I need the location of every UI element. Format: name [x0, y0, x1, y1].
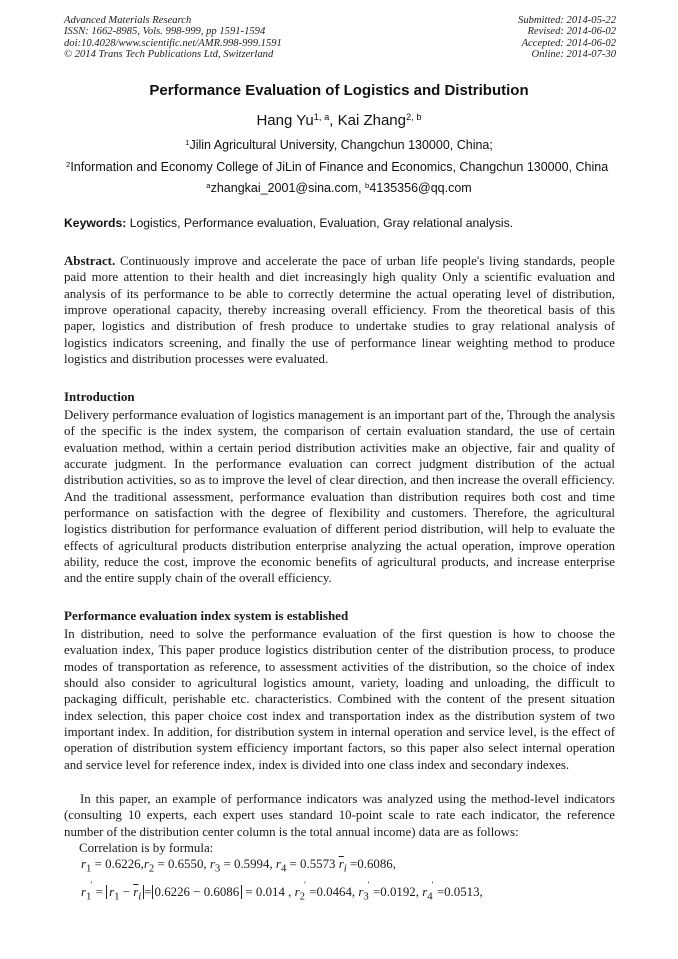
- author-emails: [0, 181, 678, 195]
- journal-name: Advanced Materials Research: [64, 15, 192, 26]
- author-separator: ,: [329, 112, 338, 129]
- keywords: [64, 216, 616, 230]
- author-2-sup: 2, b: [406, 111, 422, 122]
- journal-issn: ISSN: 1662-8985, Vols. 998-999, pp 1591-1594: [64, 26, 266, 38]
- section-heading-index-system: Performance evaluation index system is established: [64, 608, 349, 623]
- affiliation-2-sup: 2: [66, 159, 71, 169]
- r4-value: = 0.5573: [289, 857, 336, 871]
- affiliation-2: [66, 160, 608, 174]
- introduction-text: Delivery performance evaluation of logistics management is an important part of the, Through the analysis of the specific is the index system, the comparison of certain evaluation standard, the use of certain evaluation method, within a certain period distribution activities make an objective, fair and quality of accurate judgment. In the performance evaluation can correct judgment distribution of the actual distribution activities, so as to improve the level of clear direction, and then increase the overall efficiency. And the traditional assessment, performance evaluation than distribution requires both cost and time performance on satisfaction with the degree of flexibility and customers. Therefore, the agricultural logistics distribution for performance evaluation of different period distribution, will help to evaluate the effects of agricultural products distribution enterprise analyzing the actual operation, improve operation ability, reduce the cost, improve the economic benefits of agricultural products, and increase enterprise and the entire supply chain of the overall efficiency.: [64, 408, 615, 586]
- author-1-sup: 1, a: [313, 111, 330, 122]
- keywords-text: Logistics, Performance evaluation, Evaluation, Gray relational analysis.: [126, 216, 514, 230]
- r1-prime-expression: 0.6226 − 0.6086: [152, 885, 243, 899]
- date-submitted: Submitted: 2014-05-22: [518, 15, 616, 26]
- date-accepted: Accepted: 2014-06-02: [521, 37, 616, 49]
- journal-copyright: © 2014 Trans Tech Publications Ltd, Switzerland: [64, 49, 274, 61]
- date-revised: Revised: 2014-06-02: [527, 26, 616, 38]
- affiliation-1-text: Jilin Agricultural University, Changchun 130000, China;: [189, 138, 493, 152]
- affiliation-1: [0, 138, 678, 152]
- abstract-label: Abstract.: [64, 254, 116, 268]
- index-system-paragraph-2: In this paper, an example of performance indicators was analyzed using the method-level indicators (consulting 10 experts, each expert uses standard 10-point scale to rate each indicator, the reference number of the distribution center column is the total annual income) data are as follows:: [64, 792, 615, 839]
- author-1: Hang Yu: [256, 112, 314, 129]
- author-line: [0, 112, 678, 129]
- r2-value: = 0.6550,: [157, 857, 207, 871]
- r2-prime-value: =0.0464,: [309, 885, 356, 900]
- date-online: Online: 2014-07-30: [531, 49, 616, 61]
- affiliation-1-sup: 1: [185, 137, 190, 147]
- r1-value: = 0.6226,: [94, 857, 144, 871]
- paper-title: Performance Evaluation of Logistics and Distribution: [149, 82, 529, 99]
- abstract: [64, 253, 615, 367]
- email-b[interactable]: 4135356@qq.com: [369, 181, 472, 195]
- email-b-sup: b: [365, 180, 370, 190]
- correlation-intro: Correlation is by formula:: [79, 841, 214, 855]
- r3-prime-value: =0.0192,: [373, 885, 419, 900]
- r1-prime-value: = 0.014: [245, 885, 285, 900]
- r3-value: = 0.5994,: [223, 857, 273, 871]
- journal-header-left: [64, 15, 282, 61]
- abstract-text: Continuously improve and accelerate the pace of urban life people's living standards, people paid more attention to their health and diet increasingly high quality Only a scientific evaluation and analysis of its performance to be able to correctly determine the actual operating level of distribution, improve operational capacity, thereby increasing overall efficiency. From the theoretical basis of this paper, logistics and distribution of fresh produce to undertake studies to gray relational analysis of logistics indicators screening, and finally the use of performance linear weighting method to produce logistics and distribution processes were evaluated.: [64, 254, 615, 367]
- keywords-label: Keywords:: [64, 216, 127, 230]
- section-heading-introduction: Introduction: [64, 389, 135, 404]
- affiliation-2-text: Information and Economy College of JiLin of Finance and Economics, Changchun 130000, China: [70, 160, 609, 174]
- journal-doi[interactable]: doi:10.4028/www.scientific.net/AMR.998-999.1591: [64, 37, 282, 49]
- formula-correlation-values: $r_1 = 0.6226,r_2 = 0.6550$, $r_3 = 0.5994$, $r_4 = 0.5573$ $\overline{r}_i =0.6086$,: [81, 857, 396, 875]
- index-system-paragraph-1: In distribution, need to solve the performance evaluation of the first question is how to choose the evaluation index, This paper produce logistics distribution center of the distribution process, to produce modes of transportation as reference, to assessment activities of the distribution, so the choice of index should also consider to agricultural logistics amount, variety, loading and unloading, the difficult to packaging difficult, perishable etc. characteristics. Combined with the content of the present situation index selection, this paper choice cost index and transportation index as the distribution system of two important index. In addition, for distribution system in internal operation and service level, is the effect of operation of distribution system efficiency important factors, so this paper also select internal operation and service level for reference index, index is divided into one class index and secondary indexes.: [64, 627, 615, 772]
- formula-deviation-values: $r_1' = r_1 - \overline{r}_i = 0.6226 - 0.6086 = 0.014$ , $r_2' =0.0464$, $r_3' =0.0192$, $r_4' =0.0513$,: [81, 880, 483, 903]
- r4-prime-value: =0.0513,: [436, 885, 483, 900]
- journal-header-right: [518, 15, 616, 61]
- email-a[interactable]: zhangkai_2001@sina.com,: [210, 181, 366, 195]
- author-2: Kai Zhang: [337, 112, 406, 129]
- email-a-sup: a: [206, 180, 211, 190]
- rbar-value: =0.6086,: [350, 857, 396, 871]
